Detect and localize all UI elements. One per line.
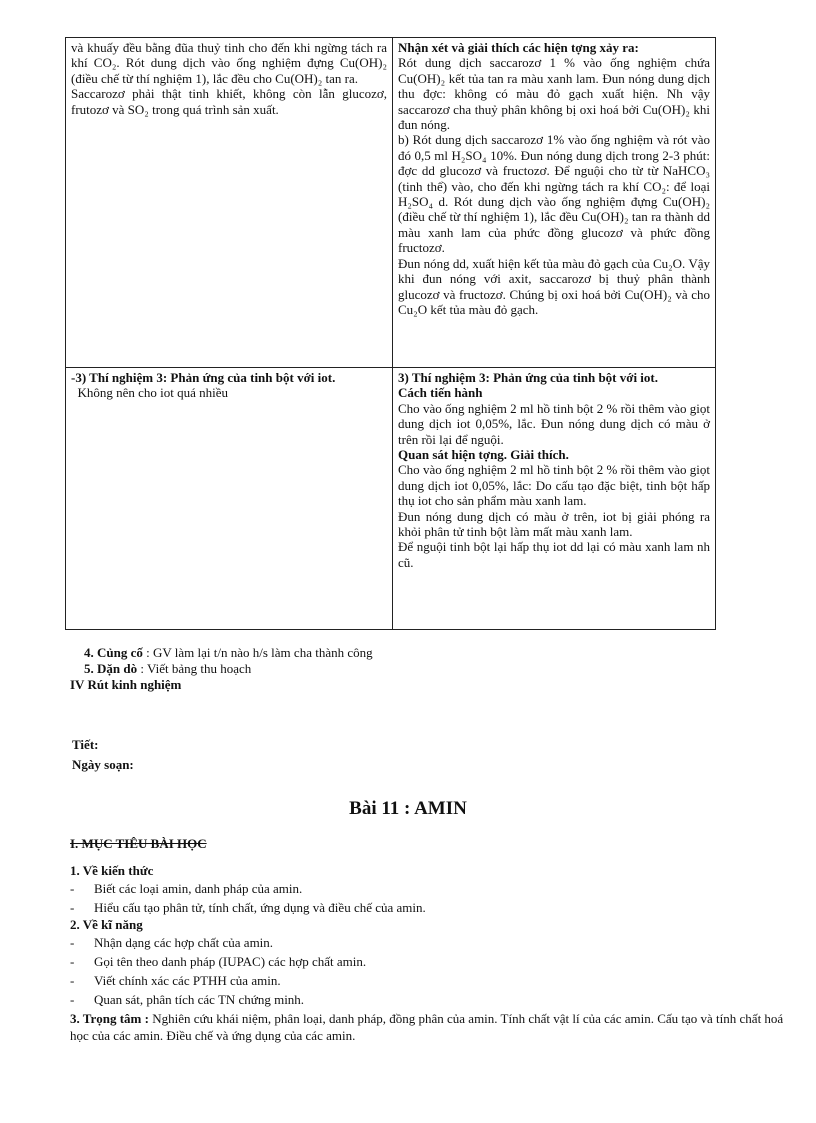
- homework-line: [70, 661, 790, 677]
- consolidation-line: [70, 645, 790, 661]
- list-item-text: Biết các loại amin, danh pháp của amin.: [94, 881, 303, 896]
- list-dash: -: [70, 935, 75, 950]
- cell-paragraph: Không nên cho iot quá nhiều: [71, 385, 229, 401]
- cell-subheading: Quan sát hiện tợng. Giải thích.: [398, 447, 569, 463]
- skills-section: [70, 916, 800, 1009]
- list-dash: -: [70, 992, 75, 1007]
- experience-heading: IV Rút kinh nghiệm: [70, 677, 182, 692]
- list-dash: -: [70, 973, 75, 988]
- list-item: [70, 952, 800, 971]
- cell-heading: 3) Thí nghiệm 3: Phản ứng của tinh bột với iot.: [398, 370, 658, 385]
- focus-text: Nghiên cứu khái niệm, phân loại, danh pháp, đồng phân của amin. Tính chất vật lí của các amin. Cấu tạo và tính chất hoá học của các amin. Điều chế và ứng dụng của các amin.: [70, 1011, 784, 1043]
- list-item: [70, 990, 800, 1009]
- cell-paragraph: Cho vào ống nghiệm 2 ml hồ tinh bột 2 % rồi thêm vào giọt dung dịch iot 0,05%, lắc: Do cấu tạo đặc biệt, tinh bột hấp thụ iot cho sản phẩm màu xanh lam.: [398, 462, 710, 509]
- list-dash: -: [70, 954, 75, 969]
- lesson-title: Bài 11 : AMIN: [349, 798, 467, 819]
- table-row: [66, 368, 716, 630]
- table-row: [66, 38, 716, 368]
- knowledge-heading: 1. Về kiến thức: [70, 863, 154, 878]
- after-table-notes: [70, 645, 790, 693]
- cell-paragraph: Cho vào ống nghiệm 2 ml hồ tinh bột 2 % rồi thêm vào giọt dung dịch iot 0,05%, lắc. Đun nóng dung dịch có màu ở trên rồi lại để nguội.: [398, 400, 710, 447]
- experiment-table: [65, 37, 716, 630]
- cell-paragraph: Đun nóng dung dịch có màu ở trên, iot bị giải phóng ra khỏi phân tử tinh bột làm mất màu xanh lam.: [398, 508, 710, 540]
- list-item-text: Quan sát, phân tích các TN chứng minh.: [94, 992, 305, 1007]
- skills-heading: 2. Về kĩ năng: [70, 917, 143, 932]
- list-item-text: Viết chính xác các PTHH của amin.: [94, 973, 281, 988]
- list-dash: -: [70, 881, 75, 896]
- cell-paragraph: và khuấy đều bằng đũa thuỷ tinh cho đến khi ngừng tách ra khí CO₂. Rót dung dịch vào ống nghiệm đựng Cu(OH)₂ (điều chế từ thí nghiệm 1), lắc đều cho Cu(OH)₂ tan ra.: [71, 40, 387, 86]
- list-dash: -: [70, 900, 75, 915]
- cell-heading: Nhận xét và giải thích các hiện tợng xảy ra:: [398, 40, 639, 55]
- objectives-section: [70, 836, 800, 852]
- cell-paragraph: Đun nóng dd, xuất hiện kết tủa màu đỏ gạch của Cu₂O. Vậy khi đun nóng với axit, saccarozơ bị thuỷ phân thành glucozơ và fructozơ. Chúng bị oxi hoá bởi Cu(OH)₂ và cho Cu₂O kết tủa màu đỏ gạch.: [398, 255, 710, 317]
- list-item-text: Hiểu cấu tạo phân tử, tính chất, ứng dụng và điều chế của amin.: [94, 900, 426, 915]
- consolidation-text: : GV làm lại t/n nào h/s làm cha thành công: [142, 645, 373, 660]
- list-item: [70, 898, 800, 917]
- table-cell-right: [393, 368, 716, 630]
- table-cell-left: [66, 368, 393, 630]
- list-item: [70, 879, 800, 898]
- table-cell-right: [393, 38, 716, 368]
- homework-text: : Viết bảng thu hoạch: [137, 661, 252, 676]
- objectives-heading: I. MỤC TIÊU BÀI HỌC: [70, 836, 207, 851]
- period-label: Tiết:: [72, 737, 99, 752]
- list-item-text: Nhận dạng các hợp chất của amin.: [94, 935, 274, 950]
- list-item: [70, 971, 800, 990]
- focus-label: 3. Trọng tâm :: [70, 1011, 149, 1026]
- cell-paragraph: Để nguội tinh bột lại hấp thụ iot dd lại có màu xanh lam nh cũ.: [398, 539, 710, 570]
- list-item-text: Gọi tên theo danh pháp (IUPAC) các hợp chất amin.: [94, 954, 367, 969]
- list-item: [70, 933, 800, 952]
- cell-subheading: Cách tiến hành: [398, 385, 483, 401]
- prepared-date-label: Ngày soạn:: [72, 757, 134, 772]
- homework-label: 5. Dặn dò: [84, 661, 138, 676]
- cell-paragraph: Rót dung dịch saccarozơ 1 % vào ống nghiệm chứa Cu(OH)₂ kết tủa tan ra màu xanh lam. Đun nóng dung dịch thu đợc: không có màu đỏ gạch xuất hiện. Nh vậy saccarozơ cha thuỷ phân không bị oxi hoá bởi Cu(OH)₂ khi đun nóng.: [398, 55, 710, 133]
- cell-paragraph: b) Rót dung dịch saccarozơ 1% vào ống nghiệm và rót vào đó 0,5 ml H₂SO₄ 10%. Đun nóng dung dịch trong 2-3 phút: đợc dd glucozơ và fructozơ. Để nguội cho từ từ NaHCO₃ (tinh thể) vào, cho đến khi ngừng tách ra khí CO₂: để loại H₂SO₄ d. Rót dung dịch vào ống nghiệm đựng Cu(OH)₂ (điều chế từ thí nghiệm 1), lắc đều Cu(OH)₂ tan ra thành dd màu xanh lam của phức đồng glucozơ và phức đồng fructozơ.: [398, 132, 710, 256]
- consolidation-label: 4. Củng cố: [84, 645, 143, 660]
- knowledge-section: [70, 862, 800, 917]
- cell-paragraph: Saccarozơ phải thật tinh khiết, không còn lẫn glucozơ, frutozơ và SO₂ trong quá trình sản xuất.: [71, 86, 387, 117]
- focus-section: [70, 1010, 800, 1044]
- cell-heading: -3) Thí nghiệm 3: Phản ứng của tinh bột với iot.: [71, 370, 336, 385]
- table-cell-left: [66, 38, 393, 368]
